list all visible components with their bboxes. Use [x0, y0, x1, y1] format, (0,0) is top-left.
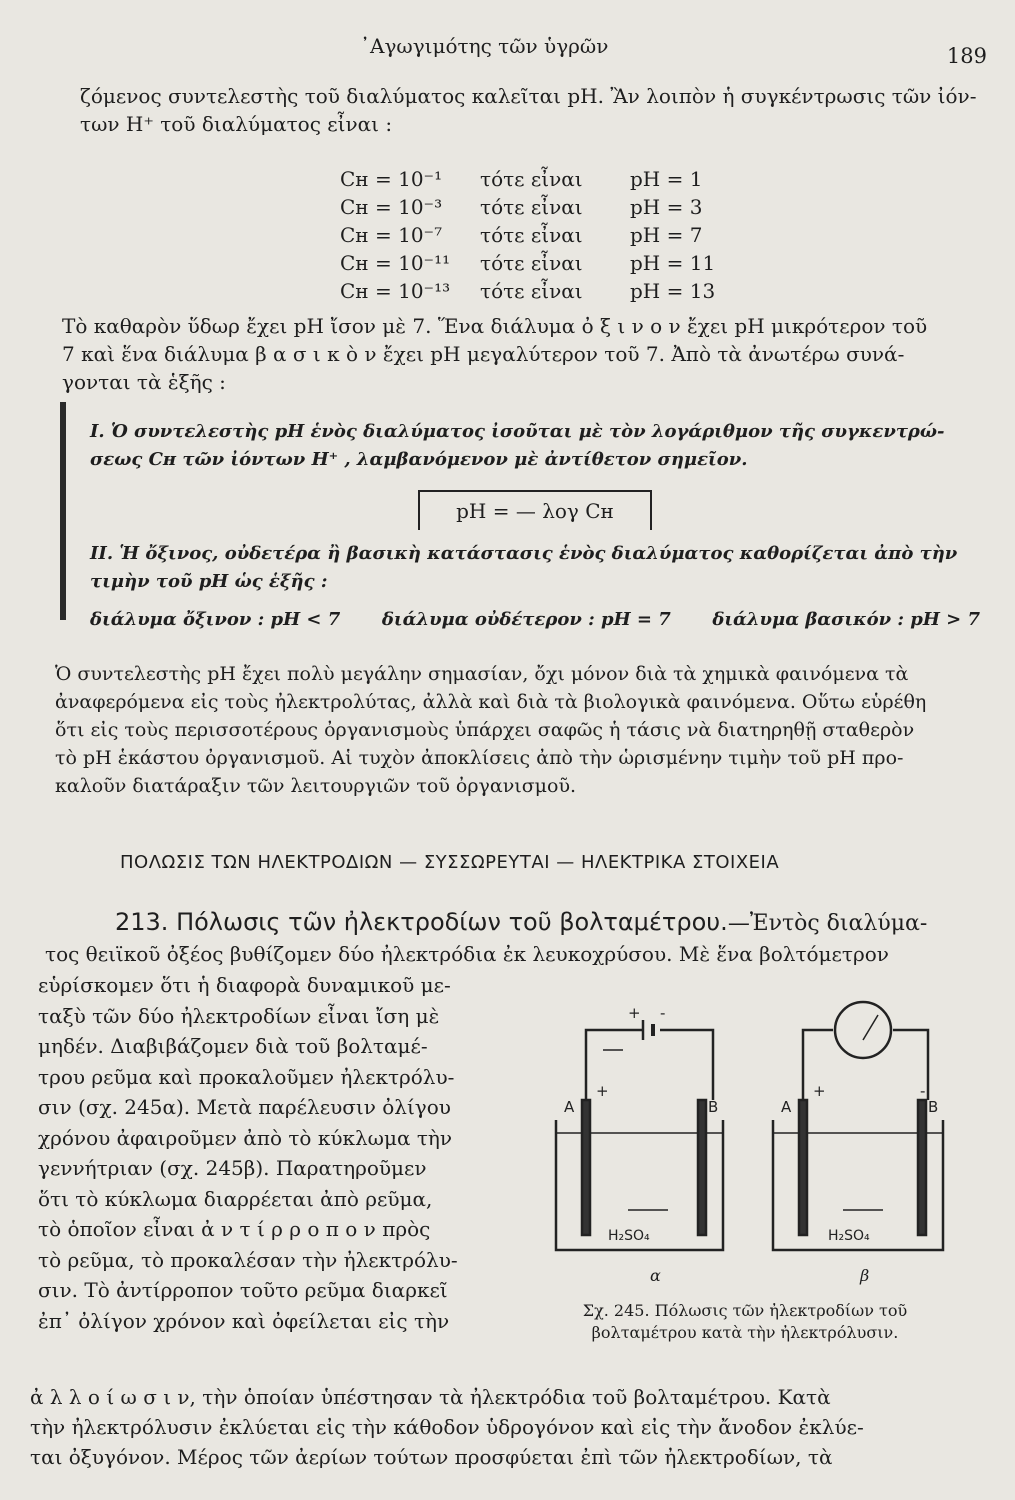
paragraph-line: τὸ pH ἑκάστου ὀργανισμοῦ. Αἱ τυχὸν ἀποκλίσεις ἀπὸ τὴν ὡρισμένην τιμὴν τοῦ pH προ-	[55, 747, 904, 769]
figure-panel-b	[773, 1002, 943, 1250]
paragraph-line: τρου ρεῦμα καὶ προκαλοῦμεν ἠλεκτρόλυ-	[38, 1064, 455, 1089]
subfigure-label-a: α	[650, 1266, 661, 1285]
label-minus-b: -	[920, 1082, 926, 1100]
paragraph-line: ταξὺ τῶν δύο ἠλεκτροδίων εἶναι ἴση μὲ	[38, 1003, 440, 1028]
subsection-lead: —Ἐντὸς διαλύμα-	[727, 911, 928, 936]
concentration: Cʜ = 10⁻⁷	[340, 223, 443, 247]
caption-line: Σχ. 245. Πόλωσις τῶν ἠλεκτροδίων τοῦ	[582, 1301, 908, 1320]
ph-formula: pH = — λογ Cʜ	[418, 490, 652, 530]
figure-caption	[520, 1300, 970, 1344]
label-B-b: B	[928, 1098, 939, 1116]
voltmeter	[835, 1002, 891, 1058]
label-plus-b: +	[813, 1082, 826, 1100]
paragraph-line: ὅτι εἰς τοὺς περισσοτέρους ὀργανισμοὺς ὑπάρχει σαφῶς ἡ τάσις νὰ διατηρηθῇ σταθερὸν	[55, 719, 915, 741]
paragraph-line: Ὁ συντελεστὴς pH ἔχει πολὺ μεγάλην σημασίαν, ὄχι μόνον διὰ τὰ χημικὰ φαινόμενα τὰ	[55, 663, 909, 685]
pure-water-paragraph	[62, 312, 992, 396]
subsection-title: 213. Πόλωσις τῶν ἠλεκτροδίων τοῦ βολταμέτρου.	[115, 908, 728, 936]
electrode-a-left	[582, 1100, 590, 1235]
page-number: 189	[946, 44, 987, 68]
concentration: Cʜ = 10⁻¹¹	[340, 251, 451, 275]
acidic-solution: διάλυμα ὄξινον : pH < 7	[90, 609, 341, 630]
running-title: ᾿Αγωγιμότης τῶν ὑγρῶν	[360, 34, 609, 58]
ph-table-row	[340, 277, 780, 305]
figure-panel-a	[556, 1020, 723, 1250]
ph-value: pH = 3	[630, 195, 703, 219]
paragraph-line: γονται τὰ ἑξῆς :	[62, 370, 226, 394]
paragraph-line: τὴν ἠλεκτρόλυσιν ἐκλύεται εἰς τὴν κάθοδον ὑδρογόνον καὶ εἰς τὴν ἄνοδον ἐκλύε-	[30, 1415, 864, 1439]
label-plus-a: +	[596, 1082, 609, 1100]
concentration: Cʜ = 10⁻¹³	[340, 279, 451, 303]
section-heading: ΠΟΛΩΣΙΣ ΤΩΝ ΗΛΕΚΤΡΟΔΙΩΝ — ΣΥΣΣΩΡΕΥΤΑΙ — ΗΛΕΚΤΡΙΚΑ ΣΤΟΙΧΕΙΑ	[120, 852, 780, 873]
rule-two	[90, 540, 980, 596]
paragraph-line: γεννήτριαν (σχ. 245β). Παρατηροῦμεν	[38, 1156, 427, 1180]
neutral-solution: διάλυμα οὐδέτερον : pH = 7	[381, 609, 671, 630]
label-A-a: A	[564, 1098, 575, 1116]
rule-line: I. Ὁ συντελεστὴς pH ἑνὸς διαλύματος ἰσοῦται μὲ τὸν λογάριθμον τῆς συγκεντρώ-	[90, 421, 945, 442]
then-is: τότε εἶναι	[480, 279, 583, 303]
body-left-column	[38, 970, 508, 1336]
significance-paragraph	[55, 660, 985, 800]
ph-classification	[90, 606, 980, 634]
body-end	[30, 1382, 970, 1472]
ph-value: pH = 1	[630, 167, 703, 191]
intro-line: των H⁺ τοῦ διαλύματος εἶναι :	[80, 112, 393, 136]
rule-line: σεως Cʜ τῶν ἰόντων H⁺ , λαμβανόμενον μὲ ἀντίθετον σημεῖον.	[90, 449, 748, 470]
paragraph-line: καλοῦν διατάραξιν τῶν λειτουργιῶν τοῦ ὀργανισμοῦ.	[55, 775, 577, 797]
ph-value: pH = 11	[630, 251, 716, 275]
paragraph-line: τὸ ὁποῖον εἶναι ἀ ν τ ί ρ ρ ο π ο ν πρὸς	[38, 1217, 431, 1241]
body-full-width	[45, 940, 975, 968]
then-is: τότε εἶναι	[480, 223, 583, 247]
figure-245	[548, 1000, 968, 1300]
concentration: Cʜ = 10⁻¹	[340, 167, 443, 191]
subfigure-label-b: β	[860, 1266, 870, 1285]
ph-value: pH = 7	[630, 223, 703, 247]
paragraph-line: ὅτι τὸ κύκλωμα διαρρέεται ἀπὸ ρεῦμα,	[38, 1186, 433, 1211]
ph-table	[340, 165, 780, 305]
concentration: Cʜ = 10⁻³	[340, 195, 443, 219]
paragraph-line: σιν. Τὸ ἀντίρροπον τοῦτο ρεῦμα διαρκεῖ	[38, 1278, 448, 1302]
paragraph-line: μηδέν. Διαβιβάζομεν διὰ τοῦ βολταμέ-	[38, 1034, 428, 1058]
then-is: τότε εἶναι	[480, 251, 583, 275]
electrolyte-a: H₂SO₄	[608, 1228, 650, 1244]
electrode-b-left	[698, 1100, 706, 1235]
voltmeter-needle	[863, 1015, 878, 1040]
paragraph-line: ἀ λ λ ο ί ω σ ι ν, τὴν ὁποίαν ὑπέστησαν τὰ ἠλεκτρόδια τοῦ βολταμέτρου. Κατὰ	[30, 1385, 831, 1409]
paragraph-line: χρόνου ἀφαιροῦμεν ἀπὸ τὸ κύκλωμα τὴν	[38, 1125, 453, 1150]
paragraph-line: εὑρίσκομεν ὅτι ἡ διαφορὰ δυναμικοῦ με-	[38, 973, 451, 997]
ph-table-row	[340, 193, 780, 221]
paragraph-line: ἀναφερόμενα εἰς τοὺς ἠλεκτρολύτας, ἀλλὰ καὶ διὰ τὰ βιολογικὰ φαινόμενα. Οὕτω εὑρέθη	[55, 691, 927, 713]
then-is: τότε εἶναι	[480, 195, 583, 219]
then-is: τότε εἶναι	[480, 167, 583, 191]
rule-line: τιμὴν τοῦ pH ὡς ἑξῆς :	[90, 571, 328, 592]
subsection-213	[115, 908, 927, 936]
electrolyte-b: H₂SO₄	[828, 1228, 870, 1244]
intro-paragraph	[80, 82, 990, 138]
intro-line: ζόμενος συντελεστὴς τοῦ διαλύματος καλεῖται pH. Ἂν λοιπὸν ἡ συγκέντρωσις τῶν ἰόν-	[80, 84, 977, 108]
rule-line: II. Ἡ ὄξινος, οὐδετέρα ἢ βασικὴ κατάστασις ἑνὸς διαλύματος καθορίζεται ἀπὸ τὴν	[90, 543, 958, 564]
paragraph-line: τος θειϊκοῦ ὀξέος βυθίζομεν δύο ἠλεκτρόδια ἐκ λευκοχρύσου. Μὲ ἕνα βολτόμετρον	[45, 942, 889, 966]
paragraph-line: Τὸ καθαρὸν ὕδωρ ἔχει pH ἴσον μὲ 7. Ἕνα διάλυμα ὀ ξ ι ν ο ν ἔχει pH μικρότερον τοῦ	[62, 314, 928, 338]
paragraph-line: ται ὀξυγόνον. Μέρος τῶν ἀερίων τούτων προσφύεται ἐπὶ τῶν ἠλεκτροδίων, τὰ	[30, 1445, 833, 1469]
paragraph-line: ἐπ᾿ ὀλίγον χρόνον καὶ ὀφείλεται εἰς τὴν	[38, 1308, 450, 1333]
ph-table-row	[340, 165, 780, 193]
rule-margin-bar	[60, 402, 66, 620]
basic-solution: διάλυμα βασικόν : pH > 7	[712, 609, 980, 630]
caption-line: βολταμέτρου κατὰ τὴν ἠλεκτρόλυσιν.	[591, 1323, 899, 1342]
label-battery-minus: -	[660, 1004, 666, 1022]
electrode-a-right	[799, 1100, 807, 1235]
paragraph-line: σιν (σχ. 245α). Μετὰ παρέλευσιν ὀλίγου	[38, 1095, 451, 1119]
paragraph-line: τὸ ρεῦμα, τὸ προκαλέσαν τὴν ἠλεκτρόλυ-	[38, 1247, 458, 1272]
ph-value: pH = 13	[630, 279, 716, 303]
ph-table-row	[340, 249, 780, 277]
ph-table-row	[340, 221, 780, 249]
label-B-a: B	[708, 1098, 719, 1116]
rule-one	[90, 418, 980, 474]
label-battery-plus: +	[628, 1004, 641, 1022]
label-A-b: A	[781, 1098, 792, 1116]
electrode-b-right	[918, 1100, 926, 1235]
paragraph-line: 7 καὶ ἕνα διάλυμα β α σ ι κ ὸ ν ἔχει pH μεγαλύτερον τοῦ 7. Ἀπὸ τὰ ἀνωτέρω συνά-	[62, 342, 905, 366]
